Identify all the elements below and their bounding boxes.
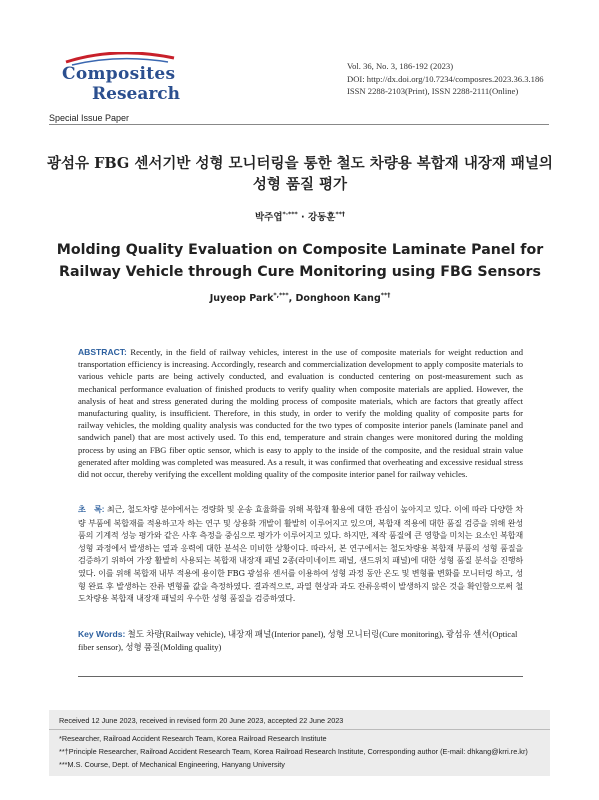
journal-volume: Vol. 36, No. 3, 186-192 (2023) (347, 61, 454, 71)
author-en-separator: , (288, 293, 296, 304)
author-kr-2-affil: **† (335, 210, 346, 218)
authors-korean (40, 209, 560, 223)
keywords-heading: Key Words: (78, 629, 126, 639)
author-kr-1: 박주엽 (254, 212, 283, 223)
author-kr-separator: · (297, 212, 308, 223)
abstract-heading: ABSTRACT: (78, 347, 127, 357)
footnote-1: *Researcher, Railroad Accident Research Team, Korea Railroad Research Institute (59, 734, 327, 743)
journal-issn: ISSN 2288-2103(Print), ISSN 2288-2111(Online) (347, 86, 519, 96)
author-kr-2: 강동훈 (307, 212, 336, 223)
footnote-3: ***M.S. Course, Dept. of Mechanical Engineering, Hanyang University (59, 760, 285, 769)
author-en-1-affil: *,*** (273, 291, 289, 299)
abstract-text: Recently, in the field of railway vehicles, interest in the use of composite materials for weight reduction and transportation efficiency is increasing. Accordingly, research and commercialization development to apply composite materials to various vehicle parts are being actively conducted, and evaluation is conducted centering on post-measurement such as mechanical performance evaluation of finished products to verify quality when composite materials are applied. However, the analysis of heat and stress generated during the molding process of composite materials, which are factors that greatly affect manufacturing quality, is insufficient. Therefore, in this study, in order to verify the molding quality of composite parts for railway vehicles, the molding quality analysis was conducted for the two types of composite interior panels (laminate panel and sandwich panel) that are most actively used. To this end, temperature and strain changes were monitored during the molding process by using an FBG fiber optic sensor, which is easy to apply to the inside of the composite, and the residual strain value generated after molding was completed was measured. As a result, it was confirmed that overheating and excessive residual stress did not occur, thereby verifying the excellent molding quality of the composite interior panel for railway vehicles. (78, 347, 523, 480)
kr-abstract-text: 최근, 철도차량 분야에서는 경량화 및 운송 효율화를 위해 복합재 활용에 대한 관심이 높아지고 있다. 이에 따라 다양한 차량 부품에 복합재를 적용하고자 하는 연구 및 상용화 개발이 활발히 이루어지고 있으며, 복합재 적용에 대한 품질 검증을 위해 완성품의 기계적 성능 평가와 같은 사후 측정을 중심으로 평가가 이루어지고 있다. 하지만, 제작 품질에 큰 영향을 미치는 요소인 복합재 성형 과정에서 발생하는 열과 응력에 대한 분석은 미비한 상황이다. 따라서, 본 연구에서는 철도차량용 복합재 부품의 성형 품질을 검증하기 위하여 가장 활발히 사용되는 복합재 내장재 패널 2종(라미네이트 패널, 샌드위치 패널)에 대한 성형 품질 분석을 진행하였다. 이를 위해 복합재 내부 적용에 용이한 FBG 광섬유 센서를 이용하여 성형 과정 동안 온도 및 변형률 변화를 모니터링 하고, 성형 완료 후 발생하는 잔류 변형률 값을 측정하였다. 결과적으로, 과열 현상과 과도 잔류응력이 발생하지 않은 것을 확인함으로써 철도차량용 복합재 내장재 패널의 우수한 성형 품질을 검증하였다. (78, 504, 523, 604)
footer-notes (49, 710, 550, 776)
author-en-2-affil: **† (380, 291, 391, 299)
abstract-korean (78, 503, 523, 605)
author-kr-1-affil: *·*** (282, 210, 298, 218)
author-en-2: Donghoon Kang (295, 293, 381, 304)
journal-doi[interactable]: DOI: http://dx.doi.org/10.7234/composres.2023.36.3.186 (347, 73, 544, 84)
abstract-english (78, 346, 523, 480)
keywords (78, 628, 523, 654)
footer-divider (49, 729, 550, 730)
logo-text-line2: Research (92, 84, 181, 104)
received-dates: Received 12 June 2023, received in revised form 20 June 2023, accepted 22 June 2023 (59, 716, 344, 725)
header-divider (49, 124, 549, 125)
journal-info (347, 60, 544, 98)
footnote-2: **†Principle Researcher, Railroad Accident Research Team, Korea Railroad Research Institute, Corresponding author (E-mail: dhkang@krri.re.kr) (59, 747, 528, 756)
author-en-1: Juyeop Park (209, 293, 274, 304)
authors-english (40, 293, 560, 304)
title-english: Molding Quality Evaluation on Composite Laminate Panel for Railway Vehicle through Cure Monitoring using FBG Sensors (56, 242, 544, 280)
keywords-text: 철도 차량(Railway vehicle), 내장재 패널(Interior panel), 성형 모니터링(Cure monitoring), 광섬유 센서(Optical fiber sensor), 성형 품질(Molding quality) (78, 629, 518, 652)
logo-text-line1: Composites (62, 64, 176, 84)
abstract-divider (78, 676, 523, 677)
journal-logo (56, 52, 196, 108)
special-issue-label: Special Issue Paper (49, 113, 130, 123)
title-korean: 광섬유 FBG 센서기반 성형 모니터링을 통한 철도 차량용 복합재 내장재 패널의 성형 품질 평가 (47, 155, 553, 193)
kr-abstract-heading: 초 록: (78, 505, 105, 514)
